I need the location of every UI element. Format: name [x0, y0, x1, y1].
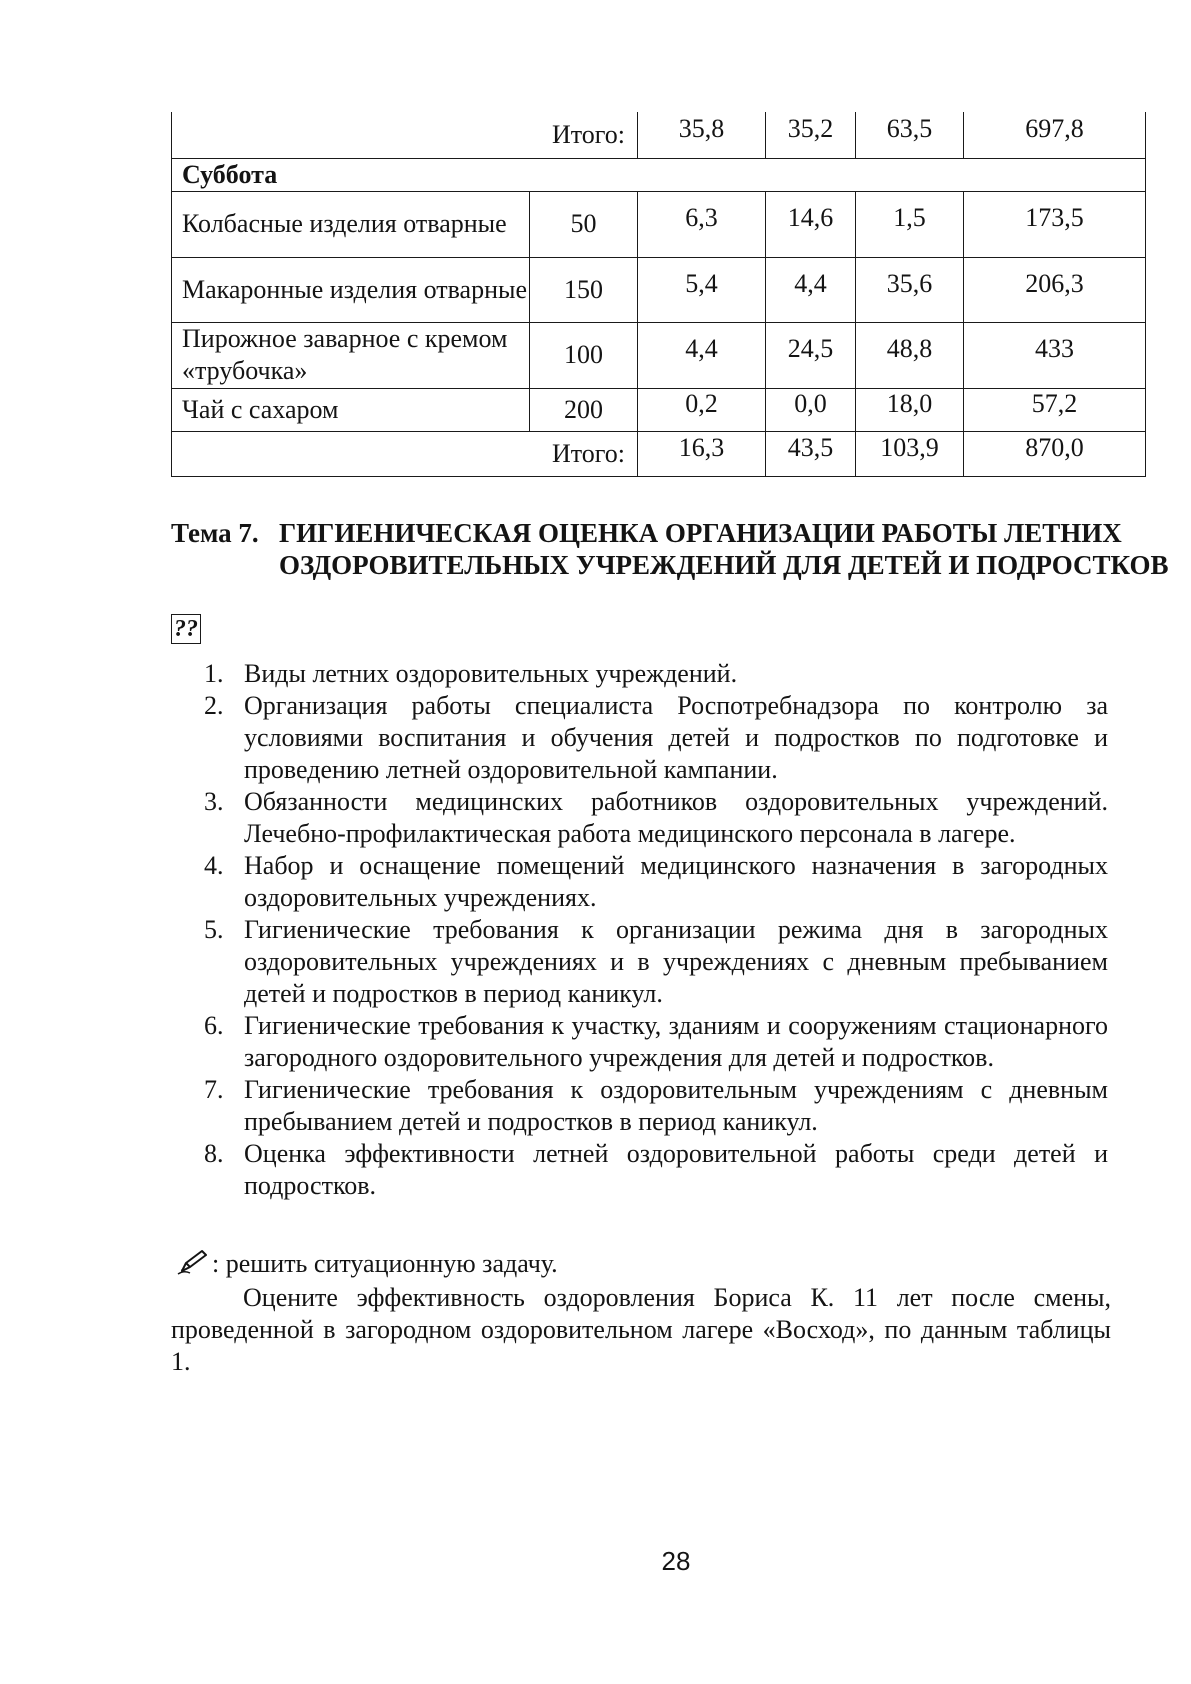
table-cell: 697,8: [1025, 113, 1084, 143]
dish-weight: 150: [530, 257, 638, 322]
table-cell: 5,4: [685, 268, 718, 298]
total-label: Итого:: [172, 431, 638, 476]
table-row: [172, 112, 1146, 158]
list-item: [204, 850, 1108, 914]
item-text: Гигиенические требования к участку, зданиям и сооружениям стационарного загородного оздоровительного учреждения для детей и подростков.: [244, 1011, 1108, 1072]
table-row: [172, 257, 1146, 322]
table-cell: 1,5: [893, 203, 926, 232]
item-text: Гигиенические требования к организации режима дня в загородных оздоровительных учреждениях и в учреждениях с дневным пребыванием детей и подростков в период каникул.: [244, 915, 1108, 1008]
item-text: Оценка эффективности летней оздоровительной работы среди детей и подростков.: [244, 1139, 1108, 1200]
item-number: 2.: [204, 691, 224, 720]
day-header: Суббота: [172, 158, 1146, 191]
total-label: Итого:: [172, 112, 638, 158]
task-label: : решить ситуационную задачу.: [212, 1249, 558, 1278]
item-number: 1.: [204, 659, 224, 688]
dish-weight: 50: [530, 191, 638, 257]
item-text: Виды летних оздоровительных учреждений.: [244, 659, 738, 688]
table-cell: 57,2: [1031, 388, 1078, 418]
item-text: Обязанности медицинских работников оздоровительных учреждений. Лечебно-профилактическая работа медицинского персонала в лагере.: [244, 787, 1108, 848]
list-item: [204, 1138, 1108, 1202]
table-cell: 6,3: [685, 203, 718, 232]
table-cell: 103,9: [880, 432, 939, 462]
table-cell: 48,8: [886, 334, 933, 363]
table-cell: 4,4: [794, 268, 827, 298]
table-cell: 16,3: [678, 432, 725, 462]
table-cell: 35,2: [787, 113, 834, 143]
table-row: [172, 431, 1146, 476]
dish-name: Пирожное заварное с кремом «трубочка»: [172, 322, 530, 388]
table-cell: 433: [1035, 334, 1075, 363]
list-item: [204, 914, 1108, 1010]
item-number: 6.: [204, 1011, 224, 1040]
dish-weight: 100: [530, 322, 638, 388]
item-number: 5.: [204, 915, 224, 944]
list-item: [204, 658, 1108, 690]
questions-list: [204, 658, 1108, 1202]
table-cell: 14,6: [787, 203, 834, 232]
table-cell: 173,5: [1025, 203, 1084, 232]
dish-weight: 200: [530, 388, 638, 431]
list-item: [204, 786, 1108, 850]
table-cell: 0,0: [794, 388, 827, 418]
list-item: [204, 1010, 1108, 1074]
dish-name: Колбасные изделия отварные: [172, 191, 530, 257]
page-number: 28: [661, 1546, 691, 1576]
pencil-icon: [176, 1249, 212, 1275]
task-instruction: [176, 1248, 558, 1280]
dish-name: Макаронные изделия отварные: [172, 257, 530, 322]
table-row: [172, 158, 1146, 191]
table-row: [172, 388, 1146, 431]
topic-label: Тема 7.: [171, 518, 259, 548]
nutrition-table: [171, 112, 1146, 477]
item-number: 3.: [204, 787, 224, 816]
list-item: [204, 1074, 1108, 1138]
topic-title: ГИГИЕНИЧЕСКАЯ ОЦЕНКА ОРГАНИЗАЦИИ РАБОТЫ ЛЕТНИХ ОЗДОРОВИТЕЛЬНЫХ УЧРЕЖДЕНИЙ ДЛЯ ДЕТЕЙ И ПОДРОСТКОВ: [279, 518, 1169, 580]
item-text: Гигиенические требования к оздоровительным учреждениям с дневным пребыванием детей и подростков в период каникул.: [244, 1075, 1108, 1136]
table-cell: 24,5: [787, 334, 834, 363]
item-text: Организация работы специалиста Роспотребнадзора по контролю за условиями воспитания и обучения детей и подростков по подготовке и проведению летней оздоровительной кампании.: [244, 691, 1108, 784]
table-cell: 4,4: [685, 334, 718, 363]
table-row: [172, 322, 1146, 388]
table-cell: 35,8: [678, 113, 725, 143]
table-cell: 206,3: [1025, 268, 1084, 298]
list-item: [204, 690, 1108, 786]
table-cell: 43,5: [787, 432, 834, 462]
task-text: Оцените эффективность оздоровления Бориса К. 11 лет после смены, проведенной в загородном оздоровительном лагере «Восход», по данным таблицы 1.: [171, 1283, 1111, 1376]
table-row: [172, 191, 1146, 257]
table-cell: 0,2: [685, 388, 718, 418]
table-cell: 35,6: [886, 268, 933, 298]
dish-name: Чай с сахаром: [172, 388, 530, 431]
table-cell: 18,0: [886, 388, 933, 418]
item-number: 4.: [204, 851, 224, 880]
item-text: Набор и оснащение помещений медицинского назначения в загородных оздоровительных учреждениях.: [244, 851, 1108, 912]
item-number: 7.: [204, 1075, 224, 1104]
questions-icon: ??: [171, 614, 201, 644]
table-cell: 63,5: [886, 113, 933, 143]
table-cell: 870,0: [1025, 432, 1084, 462]
item-number: 8.: [204, 1139, 224, 1168]
